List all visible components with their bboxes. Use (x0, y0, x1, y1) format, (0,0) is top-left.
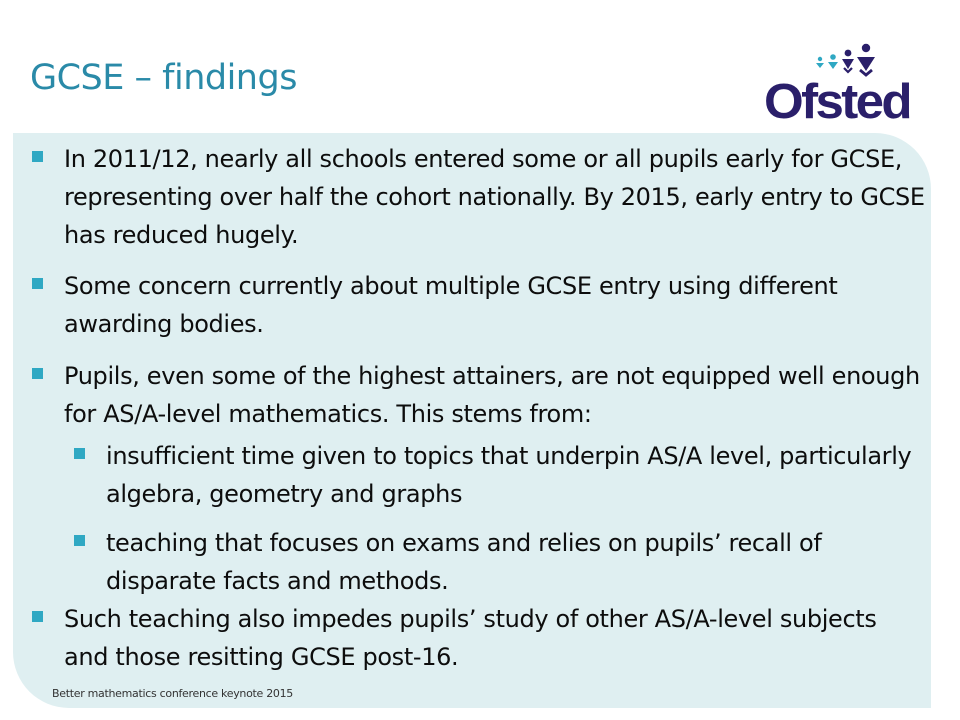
bullet-text: Such teaching also impedes pupils’ study of other AS/A-level subjects and those resitting GCSE post-16. (64, 605, 877, 671)
bullet-text: Pupils, even some of the highest attainers, are not equipped well enough for AS/A-level mathematics. This stems from: (64, 362, 920, 428)
bullet-list (30, 140, 925, 676)
slide-footer: Better mathematics conference keynote 2015 (52, 687, 293, 700)
square-bullet-icon (74, 535, 85, 546)
logo-wordmark: Ofsted (764, 75, 910, 124)
square-bullet-icon (74, 448, 85, 459)
sub-bullet-text: teaching that focuses on exams and relies on pupils’ recall of disparate facts and methods. (106, 529, 822, 595)
ofsted-logo (764, 42, 914, 124)
bullet-item (30, 357, 925, 433)
square-bullet-icon (32, 278, 43, 289)
sub-bullet-item (30, 524, 925, 600)
bullet-item (30, 267, 925, 343)
sub-bullet-text: insufficient time given to topics that underpin AS/A level, particularly algebra, geometry and graphs (106, 442, 912, 508)
bullet-text: Some concern currently about multiple GCSE entry using different awarding bodies. (64, 272, 838, 338)
square-bullet-icon (32, 611, 43, 622)
bullet-text: In 2011/12, nearly all schools entered some or all pupils early for GCSE, representing over half the cohort nationally. By 2015, early entry to GCSE has reduced hugely. (64, 145, 925, 249)
square-bullet-icon (32, 368, 43, 379)
bullet-item (30, 600, 925, 676)
slide-title: GCSE – findings (30, 58, 297, 98)
sub-bullet-item (30, 437, 925, 513)
square-bullet-icon (32, 151, 43, 162)
stars-icon (816, 44, 875, 75)
bullet-item (30, 140, 925, 254)
